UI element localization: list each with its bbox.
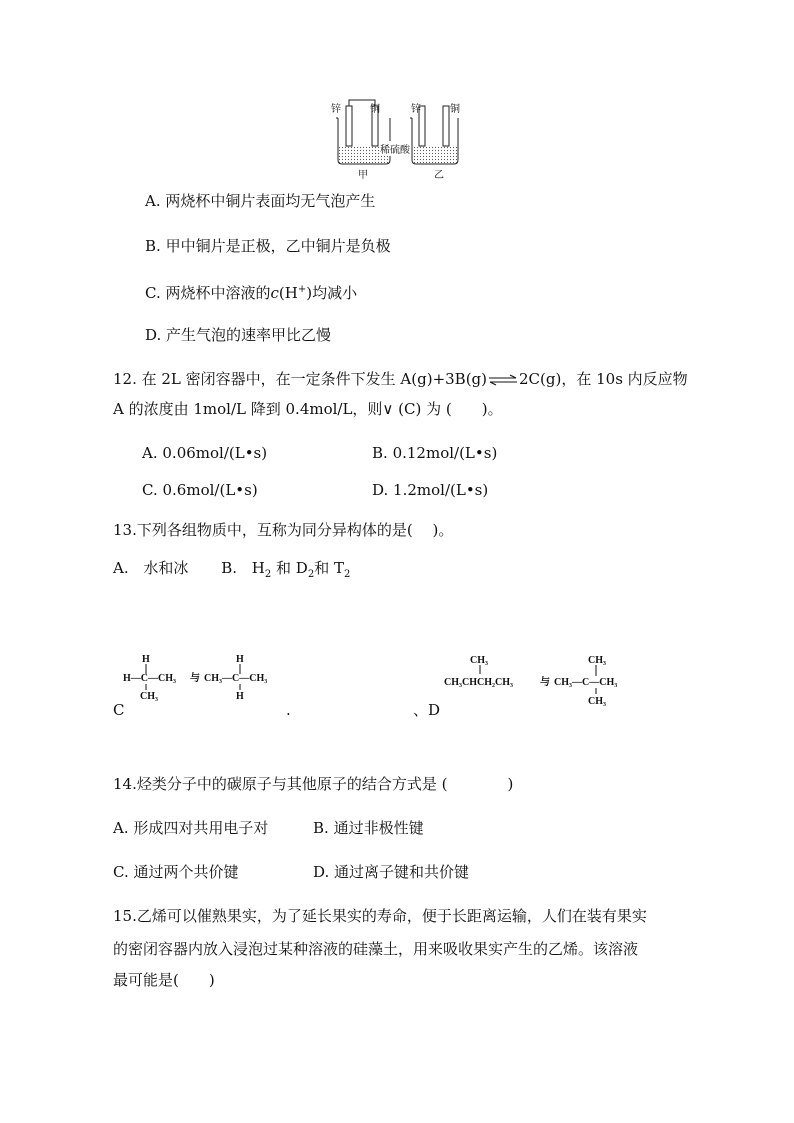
struct-c-chain2: CH₃—C—CH₃ — [204, 673, 268, 684]
option-letter: D. — [372, 481, 389, 499]
option-text: 通过非极性键 — [333, 819, 424, 837]
option-letter: B. — [145, 237, 161, 255]
struct-c-h-bottom2: H — [236, 691, 244, 702]
beaker-label-jia: 甲 — [358, 170, 368, 181]
option-letter: B. — [372, 444, 388, 462]
option-b-text: $H_2$ 和 $D_2$和 $T_2$ — [251, 559, 351, 580]
q14-option-b — [313, 818, 424, 838]
struct-d-yu: 与 — [540, 677, 550, 688]
struct-d-ch3-top: CH₃ — [470, 655, 488, 666]
copper-label-jia: 铜 — [370, 104, 380, 115]
q12-option-d — [372, 481, 488, 499]
q15-stem-line3: 最可能是( ) — [113, 971, 215, 989]
q13-option-c-letter: C — [113, 701, 125, 719]
option-letter: A. — [142, 444, 158, 462]
option-text: 通过离子键和共价键 — [334, 863, 470, 881]
option-letter: B. — [313, 819, 329, 837]
q12-stem-post: 2C(g)，在 10s 内反应物 — [519, 370, 688, 388]
q12-stem-pre: 12. 在 2L 密闭容器中，在一定条件下发生 A(g)+3B(g) — [113, 370, 488, 388]
option-a-text: 水和冰 — [143, 559, 189, 577]
struct-c-h-top1: H — [142, 654, 150, 665]
q14-stem: 14.烃类分子中的碳原子与其他原子的结合方式是 ( ) — [113, 775, 514, 793]
option-letter: A. — [113, 819, 129, 837]
q12-option-b — [372, 444, 497, 462]
structure-c-figure — [120, 650, 290, 706]
q13-option-d-letter: 、D — [413, 701, 441, 719]
concentration-symbol: c — [270, 284, 279, 302]
zinc-label-jia: 锌 — [331, 104, 341, 115]
q14-option-c — [113, 862, 239, 882]
option-text: 形成四对共用电子对 — [133, 819, 269, 837]
option-letter: C. — [142, 481, 158, 499]
option-text-mid: (H — [278, 284, 298, 302]
struct-c-yu: 与 — [190, 673, 200, 684]
charge-sup: + — [297, 284, 307, 295]
q14-option-a — [113, 818, 268, 838]
q13-option-c-dot: . — [286, 701, 291, 719]
option-text: 0.6mol/(L•s) — [162, 481, 258, 499]
q11-option-d — [145, 325, 331, 345]
beaker-label-yi: 乙 — [434, 170, 444, 181]
struct-d-chain2: CH₃—C—CH₃ — [554, 677, 618, 688]
option-text-pre: 两烧杯中溶液的 — [165, 284, 271, 302]
galvanic-cell-figure — [326, 98, 466, 180]
struct-c-ch3-bottom: CH₃ — [140, 691, 158, 702]
solution-yi — [413, 146, 457, 163]
struct-c-chain1: H—C—CH₃ — [123, 673, 176, 684]
option-text-post: )均减小 — [306, 284, 358, 302]
q11-option-a — [145, 191, 375, 211]
option-letter: C. — [145, 284, 161, 302]
equilibrium-arrow-icon — [488, 374, 518, 386]
q12-option-c — [142, 481, 258, 499]
struct-d-chain1: CH₃CHCH₂CH₃ — [444, 677, 513, 688]
q15-stem-line1: 15.乙烯可以催熟果实，为了延长果实的寿命，便于长距离运输，人们在装有果实 — [113, 907, 647, 925]
structure-d-figure — [444, 650, 644, 708]
q11-option-b — [145, 236, 391, 256]
struct-d-ch3-top2: CH₃ — [588, 655, 606, 666]
struct-c-h-top2: H — [236, 654, 244, 665]
option-letter: A. — [145, 192, 161, 210]
q13-stem: 13.下列各组物质中，互称为同分异构体的是( )。 — [113, 521, 454, 539]
option-letter: D. — [145, 326, 162, 344]
q13-options-ab — [113, 558, 350, 585]
q12-stem-line2: A 的浓度由 1mol/L 降到 0.4mol/L，则∨ (C) 为 ( )。 — [113, 400, 503, 418]
q12-option-a — [142, 444, 267, 462]
q12-stem-line1 — [113, 369, 688, 389]
option-text: 两烧杯中铜片表面均无气泡产生 — [165, 192, 376, 210]
option-text: 0.06mol/(L•s) — [162, 444, 268, 462]
option-text: 通过两个共价键 — [133, 863, 239, 881]
option-text: 0.12mol/(L•s) — [392, 444, 498, 462]
zinc-label-yi: 锌 — [411, 104, 421, 115]
q15-stem-line2: 的密闭容器内放入浸泡过某种溶液的硅藻土，用来吸收果实产生的乙烯。该溶液 — [113, 940, 639, 958]
option-letter: C. — [113, 863, 129, 881]
option-a-letter: A. — [113, 559, 129, 577]
q11-option-c — [145, 280, 357, 303]
option-letter: D. — [313, 863, 330, 881]
struct-d-ch3-bottom2: CH₃ — [588, 696, 606, 707]
acid-label: 稀硫酸 — [380, 141, 410, 156]
option-text: 产生气泡的速率甲比乙慢 — [166, 326, 332, 344]
option-b-letter: B. — [221, 559, 237, 577]
q14-option-d — [313, 862, 469, 882]
option-text: 1.2mol/(L•s) — [393, 481, 489, 499]
option-text: 甲中铜片是正极，乙中铜片是负极 — [165, 237, 391, 255]
copper-label-yi: 铜 — [450, 104, 460, 115]
